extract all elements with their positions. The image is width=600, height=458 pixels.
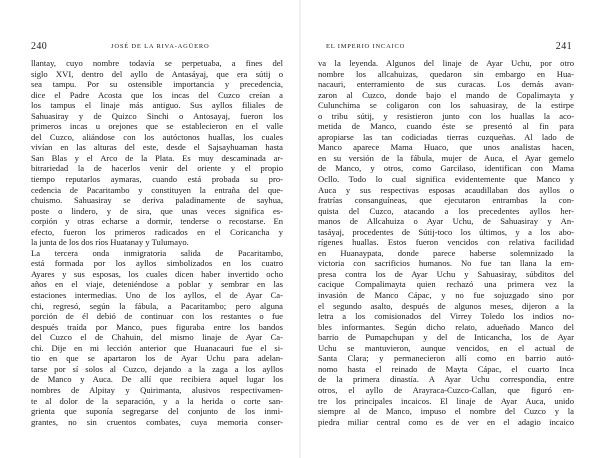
text-line: chi. Dije en mi lección anterior que Huanacauri fue el si- bbox=[31, 342, 283, 353]
text-line: fratrías consanguíneas, que ejecutaron entrambas la con- bbox=[318, 195, 574, 206]
text-line: de la primera dinastía. A Ayar Uchu correspondía, entre bbox=[318, 374, 574, 385]
text-line: tre los principales incaicos. El linaje de Ayar Auca, unido bbox=[318, 395, 574, 406]
text-line: apropiarse las tan codiciadas tierras cuzqueñas. Al lado de bbox=[318, 131, 574, 142]
text-line: Culunchima se coligaron con los sahuasiray, de la estirpe bbox=[318, 100, 574, 111]
text-line: otros, el ayllo de Arayraca-Cuzco-Callan, que figuró en- bbox=[318, 384, 574, 395]
text-line: invasión de Manco Cápac, y no fue sojuzgado sino por bbox=[318, 290, 574, 301]
text-line: dice el Padre Acosta que los incas del Cuzco creían a bbox=[31, 89, 283, 100]
text-line: del Cuzco el de Chahuin, del mismo linaje de Ayar Ca- bbox=[31, 332, 283, 343]
text-line: va la leyenda. Algunos del linaje de Ayar Uchu, por otro bbox=[318, 58, 574, 68]
text-line: letra a los comisionados del Virrey Toledo los indios no- bbox=[318, 311, 574, 322]
text-line: después traída por Manco, pues figuraba entre los bandos bbox=[31, 321, 283, 332]
text-line: del Cuzco, aliándose con los autóctonos huallas, los cuales bbox=[31, 131, 283, 142]
text-line: los tampus el linaje más antiguo. Sus ayllos filiales de bbox=[31, 100, 283, 111]
text-line: nacauri, enterramiento de sus curacas. Los demás avan- bbox=[318, 79, 574, 90]
left-page-header bbox=[31, 40, 283, 54]
text-line: bitrariedad la de hacerlos venir del oriente y el propio bbox=[31, 163, 283, 174]
text-line: te al dolor de la separación, y a la herida o corte san- bbox=[31, 395, 283, 406]
text-line: nombres de Alpitay y Quirimanta, alusivos respectivamen- bbox=[31, 384, 283, 395]
text-line: cedencia de Pacaritambo y constituyen la entraña del que- bbox=[31, 184, 283, 195]
text-line: de Manco y Auca. De allí que recibiera aquel lugar los bbox=[31, 374, 283, 385]
text-line: está formada por los ayllos simbolizados en los cuatro bbox=[31, 258, 283, 269]
right-page-number: 241 bbox=[555, 41, 572, 52]
text-line: de Manco, y otros, como Garcilaso, identifican con Mama bbox=[318, 163, 574, 174]
text-line: el segundo asalto, después de algunos meses, dijeron a la bbox=[318, 300, 574, 311]
right-page-header bbox=[320, 40, 572, 54]
text-line: la junta de los dos ríos Huatanay y Tulumayo. bbox=[31, 237, 189, 248]
text-line: siglo XVI, dentro del ayllo de Antasáyaj, que era sútij o bbox=[31, 68, 283, 79]
text-line: tio en que se apartaron los de Ayar Uchu para adelan- bbox=[31, 353, 283, 364]
text-line: tasáyaj, procedentes de Sútij-toco los últimos, y a los abo- bbox=[318, 226, 574, 237]
left-running-head: JOSÉ DE LA RIVA-AGÜERO bbox=[111, 43, 210, 50]
text-line: nomo hasta el reinado de Mayta Cápac, el cuarto Inca bbox=[318, 363, 574, 374]
text-line: en su versión de la fábula, mujer de Auca, el Ayar gemelo bbox=[318, 152, 574, 163]
text-line: grantes, no sin cruentos combates, cuya memoria conser- bbox=[31, 416, 283, 427]
right-page bbox=[300, 0, 600, 458]
text-line: o tribu sútij, y resistieron junto con los huallas la aco- bbox=[318, 110, 574, 121]
left-page-body bbox=[31, 58, 283, 427]
text-line: Ayares y sus esposas, los cuales dicen haber invertido ocho bbox=[31, 268, 283, 279]
text-line: Auca y sus respectivas esposas acaudillaban dos ayllos o bbox=[318, 184, 574, 195]
text-line: porción de él debió de continuar con los restantes o fue bbox=[31, 311, 283, 322]
text-line: quista del Cuzco, atacando a los precedentes ayllos her- bbox=[318, 205, 574, 216]
text-line: Ocllo. Todo lo cual significa evidentemente que Manco y bbox=[318, 174, 574, 185]
text-line: estaciones intermedias. Uno de los ayllos, el de Ayar Ca- bbox=[31, 290, 283, 301]
text-line: corpión y otras echarse a dormir, tenderse o recostarse. En bbox=[31, 216, 283, 227]
text-line: Santa Clara; y permanecieron allí como en barrio autó- bbox=[318, 353, 574, 364]
text-line: San Blas y el Arco de la Plata. Es muy descaminada ar- bbox=[31, 152, 283, 163]
text-line: primeros incas u orejones que se establecieron en el valle bbox=[31, 121, 283, 132]
text-line: chi, regresó, según la fábula, a Pacaritambo; pero alguna bbox=[31, 300, 283, 311]
text-line: tarse por sí solos al Cuzco, dejando a la zaga a los ayllos bbox=[31, 363, 283, 374]
text-line: llantay, cuyo nombre todavía se perpetuaba, a fines del bbox=[31, 58, 283, 68]
text-line: piedra miliar central como es de ver en el adagio incaico bbox=[318, 416, 574, 427]
text-line: efecto, fueron los primeros radicados en el Coricancha y bbox=[31, 226, 283, 237]
text-line: tiempo reputarlos aymaras, cuando está probada su pro- bbox=[31, 174, 283, 185]
text-line: nombre los allcahuizas, quedaron sin embargo en Hua- bbox=[318, 68, 574, 79]
text-line: metida de Manco, cuando éste se presentó al fin para bbox=[318, 121, 574, 132]
text-line: grienta que suponía segregarse del conjunto de los inmi- bbox=[31, 406, 283, 417]
text-line: sea tampu. Por su ostensible importancia y precedencia, bbox=[31, 79, 283, 90]
text-line: chuismo. Sahuasiray se deriva paladinamente de sayhua, bbox=[31, 195, 283, 206]
right-page-body bbox=[318, 58, 574, 427]
left-page-number: 240 bbox=[31, 41, 48, 52]
text-line: La tercera onda inmigratoria salida de Pacaritambo, bbox=[31, 247, 283, 258]
text-line: cacique Compalimayta quien rechazó una primera vez la bbox=[318, 279, 574, 290]
text-line: zaron al Cuzco, donde bajo el mando de Copalimayta y bbox=[318, 89, 574, 100]
text-line: manos de Allcahuiza o Ayar Uchu, de Sahuasiray y An- bbox=[318, 216, 574, 227]
text-line: años en el viaje, deteniéndose a poblar y sembrar en las bbox=[31, 279, 283, 290]
text-line: presa contra los de Ayar Uchu y Sahuasiray, súbditos del bbox=[318, 268, 574, 279]
text-line: vivían en las alturas del este, desde el Sajsayhuaman hasta bbox=[31, 142, 283, 153]
right-running-head: EL IMPERIO INCAICO bbox=[326, 43, 406, 50]
text-line: victoria con sacrificios humanos. No fue tan llana la em- bbox=[318, 258, 574, 269]
text-line: poste o lindero, y de sira, que unas veces significa es- bbox=[31, 205, 283, 216]
text-line: rígenes huallas. Estos fueron vencidos con relativa facilidad bbox=[318, 237, 574, 248]
text-line: bles informantes. Según dicho relato, adueñado Manco del bbox=[318, 321, 574, 332]
text-line: Uchu se mantuvieron, aunque vencidos, en el actual de bbox=[318, 342, 574, 353]
text-line: barrio de Pumapchupan y del de Inticancha, los de Ayar bbox=[318, 332, 574, 343]
text-line: Sahuasiray y de Quizco Sinchi o Antosayaj, fueron los bbox=[31, 110, 283, 121]
text-line: Manco aparece Mama Huaco, que unos analistas hacen, bbox=[318, 142, 574, 153]
text-line: siempre al de Manco, impuso el nombre del Cuzco y la bbox=[318, 406, 574, 417]
text-line: en Huanaypata, donde parece haberse solemnizado la bbox=[318, 247, 574, 258]
